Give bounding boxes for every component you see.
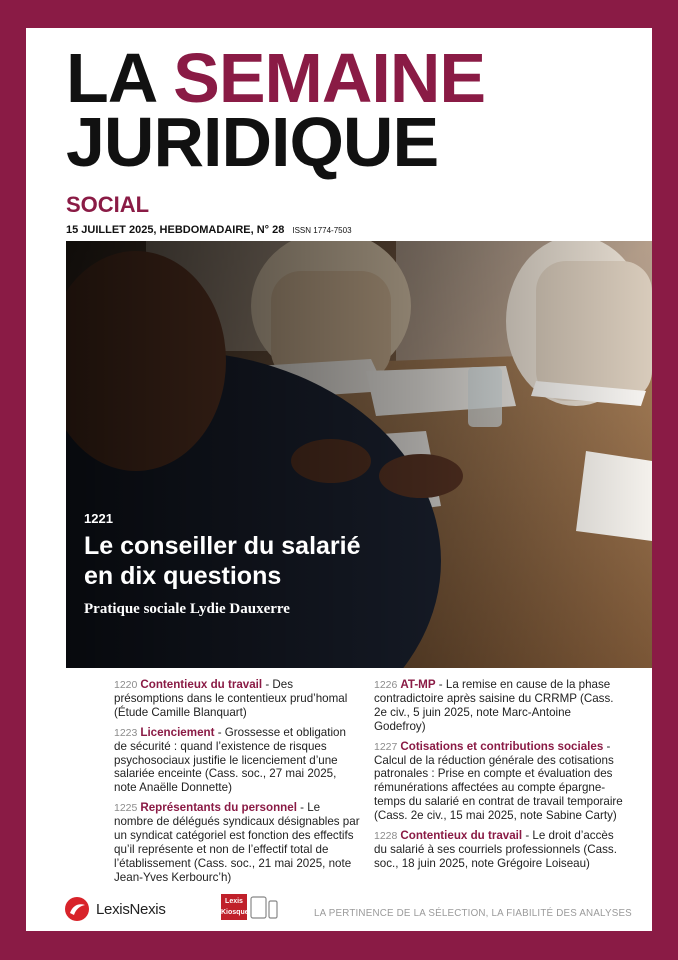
toc-number: 1225: [114, 802, 138, 815]
lead-article-number: 1221: [84, 511, 113, 526]
toc-text: - Grossesse et obligation de sécurité : quand l’existence de risques psychosociaux justifie le licenciement d’une salariée enceinte (Cass. soc., 27 mai 2025, note Anaëlle Donnette): [114, 725, 346, 795]
lead-title-line2: en dix questions: [84, 561, 282, 590]
toc-text: - Le droit d’accès du salarié à ses courriels professionnels (Cass. soc., 18 juin 2025, note Grégoire Loiseau): [374, 829, 617, 870]
toc-number: 1220: [114, 679, 138, 691]
toc-rubric: Représentants du personnel: [140, 801, 297, 815]
toc-item[interactable]: [114, 726, 360, 796]
lexisnexis-logo: [64, 896, 166, 922]
toc-rubric: Licenciement: [140, 725, 215, 739]
toc-text: - Calcul de la réduction générale des cotisations patronales : Prise en compte et évaluation des rémunérations affectées au compte épargne-temps du salarié en contrat de travail temporaire (Cass. 2e civ., 15 mai 2025, note Sabine Carty): [374, 739, 623, 823]
toc-rubric: Contentieux du travail: [400, 829, 523, 843]
cover-photo: [66, 241, 652, 668]
toc-item[interactable]: [374, 829, 624, 871]
toc-number: 1228: [374, 830, 398, 843]
kiosque-badge: Lexis Kiosque: [221, 894, 247, 920]
tablet-phone-icon: [250, 895, 278, 919]
lexisnexis-wordmark: LexisNexis: [96, 900, 166, 918]
toc-text: - La remise en cause de la phase contradictoire après saisine du CRRMP (Cass. 2e civ., 5 juin 2025, note Marc-Antoine Godefroy): [374, 678, 614, 733]
masthead: [66, 39, 486, 182]
lead-article: [84, 511, 361, 618]
issue-date: 15 JUILLET 2025, HEBDOMADAIRE, N° 28: [66, 224, 285, 236]
lexis-kiosque-logo: [221, 894, 278, 920]
masthead-juridique: JURIDIQUE: [66, 103, 439, 182]
cover-page: [26, 28, 652, 931]
toc-text: - Le nombre de délégués syndicaux désignables par un syndicat catégoriel est fonction des effectifs qu’il représente et non de l’effectif total de l’établissement (Cass. soc., 21 mai 2025, note Jean-Yves Kerbourc’h): [114, 801, 360, 884]
toc-item[interactable]: [114, 801, 360, 884]
toc-column-left: [114, 678, 360, 891]
toc-text: - Des présomptions dans le contentieux prud’homal (Étude Camille Blanquart): [114, 678, 348, 719]
section-label: SOCIAL: [66, 192, 150, 217]
toc-rubric: Contentieux du travail: [140, 678, 263, 691]
masthead-semaine: SEMAINE: [173, 39, 486, 117]
lead-article-author: Pratique sociale Lydie Dauxerre: [84, 601, 290, 617]
toc-number: 1227: [374, 740, 398, 753]
lead-title-line1: Le conseiller du salarié: [84, 532, 361, 560]
tagline: LA PERTINENCE DE LA SÉLECTION, LA FIABILITÉ DES ANALYSES: [314, 908, 632, 919]
toc-number: 1226: [374, 679, 398, 691]
issue-line: [66, 224, 352, 236]
masthead-la: LA: [66, 39, 174, 117]
lexisnexis-emblem-icon: [64, 896, 90, 922]
toc-item[interactable]: [374, 678, 624, 734]
toc-item[interactable]: [374, 740, 624, 823]
toc-rubric: Cotisations et contributions sociales: [400, 739, 604, 753]
issn: ISSN 1774-7503: [292, 226, 352, 235]
toc-number: 1223: [114, 726, 138, 739]
toc-item[interactable]: [114, 678, 360, 720]
toc-column-right: [374, 678, 624, 877]
toc-rubric: AT-MP: [400, 678, 436, 691]
lead-article-title[interactable]: [84, 532, 361, 591]
